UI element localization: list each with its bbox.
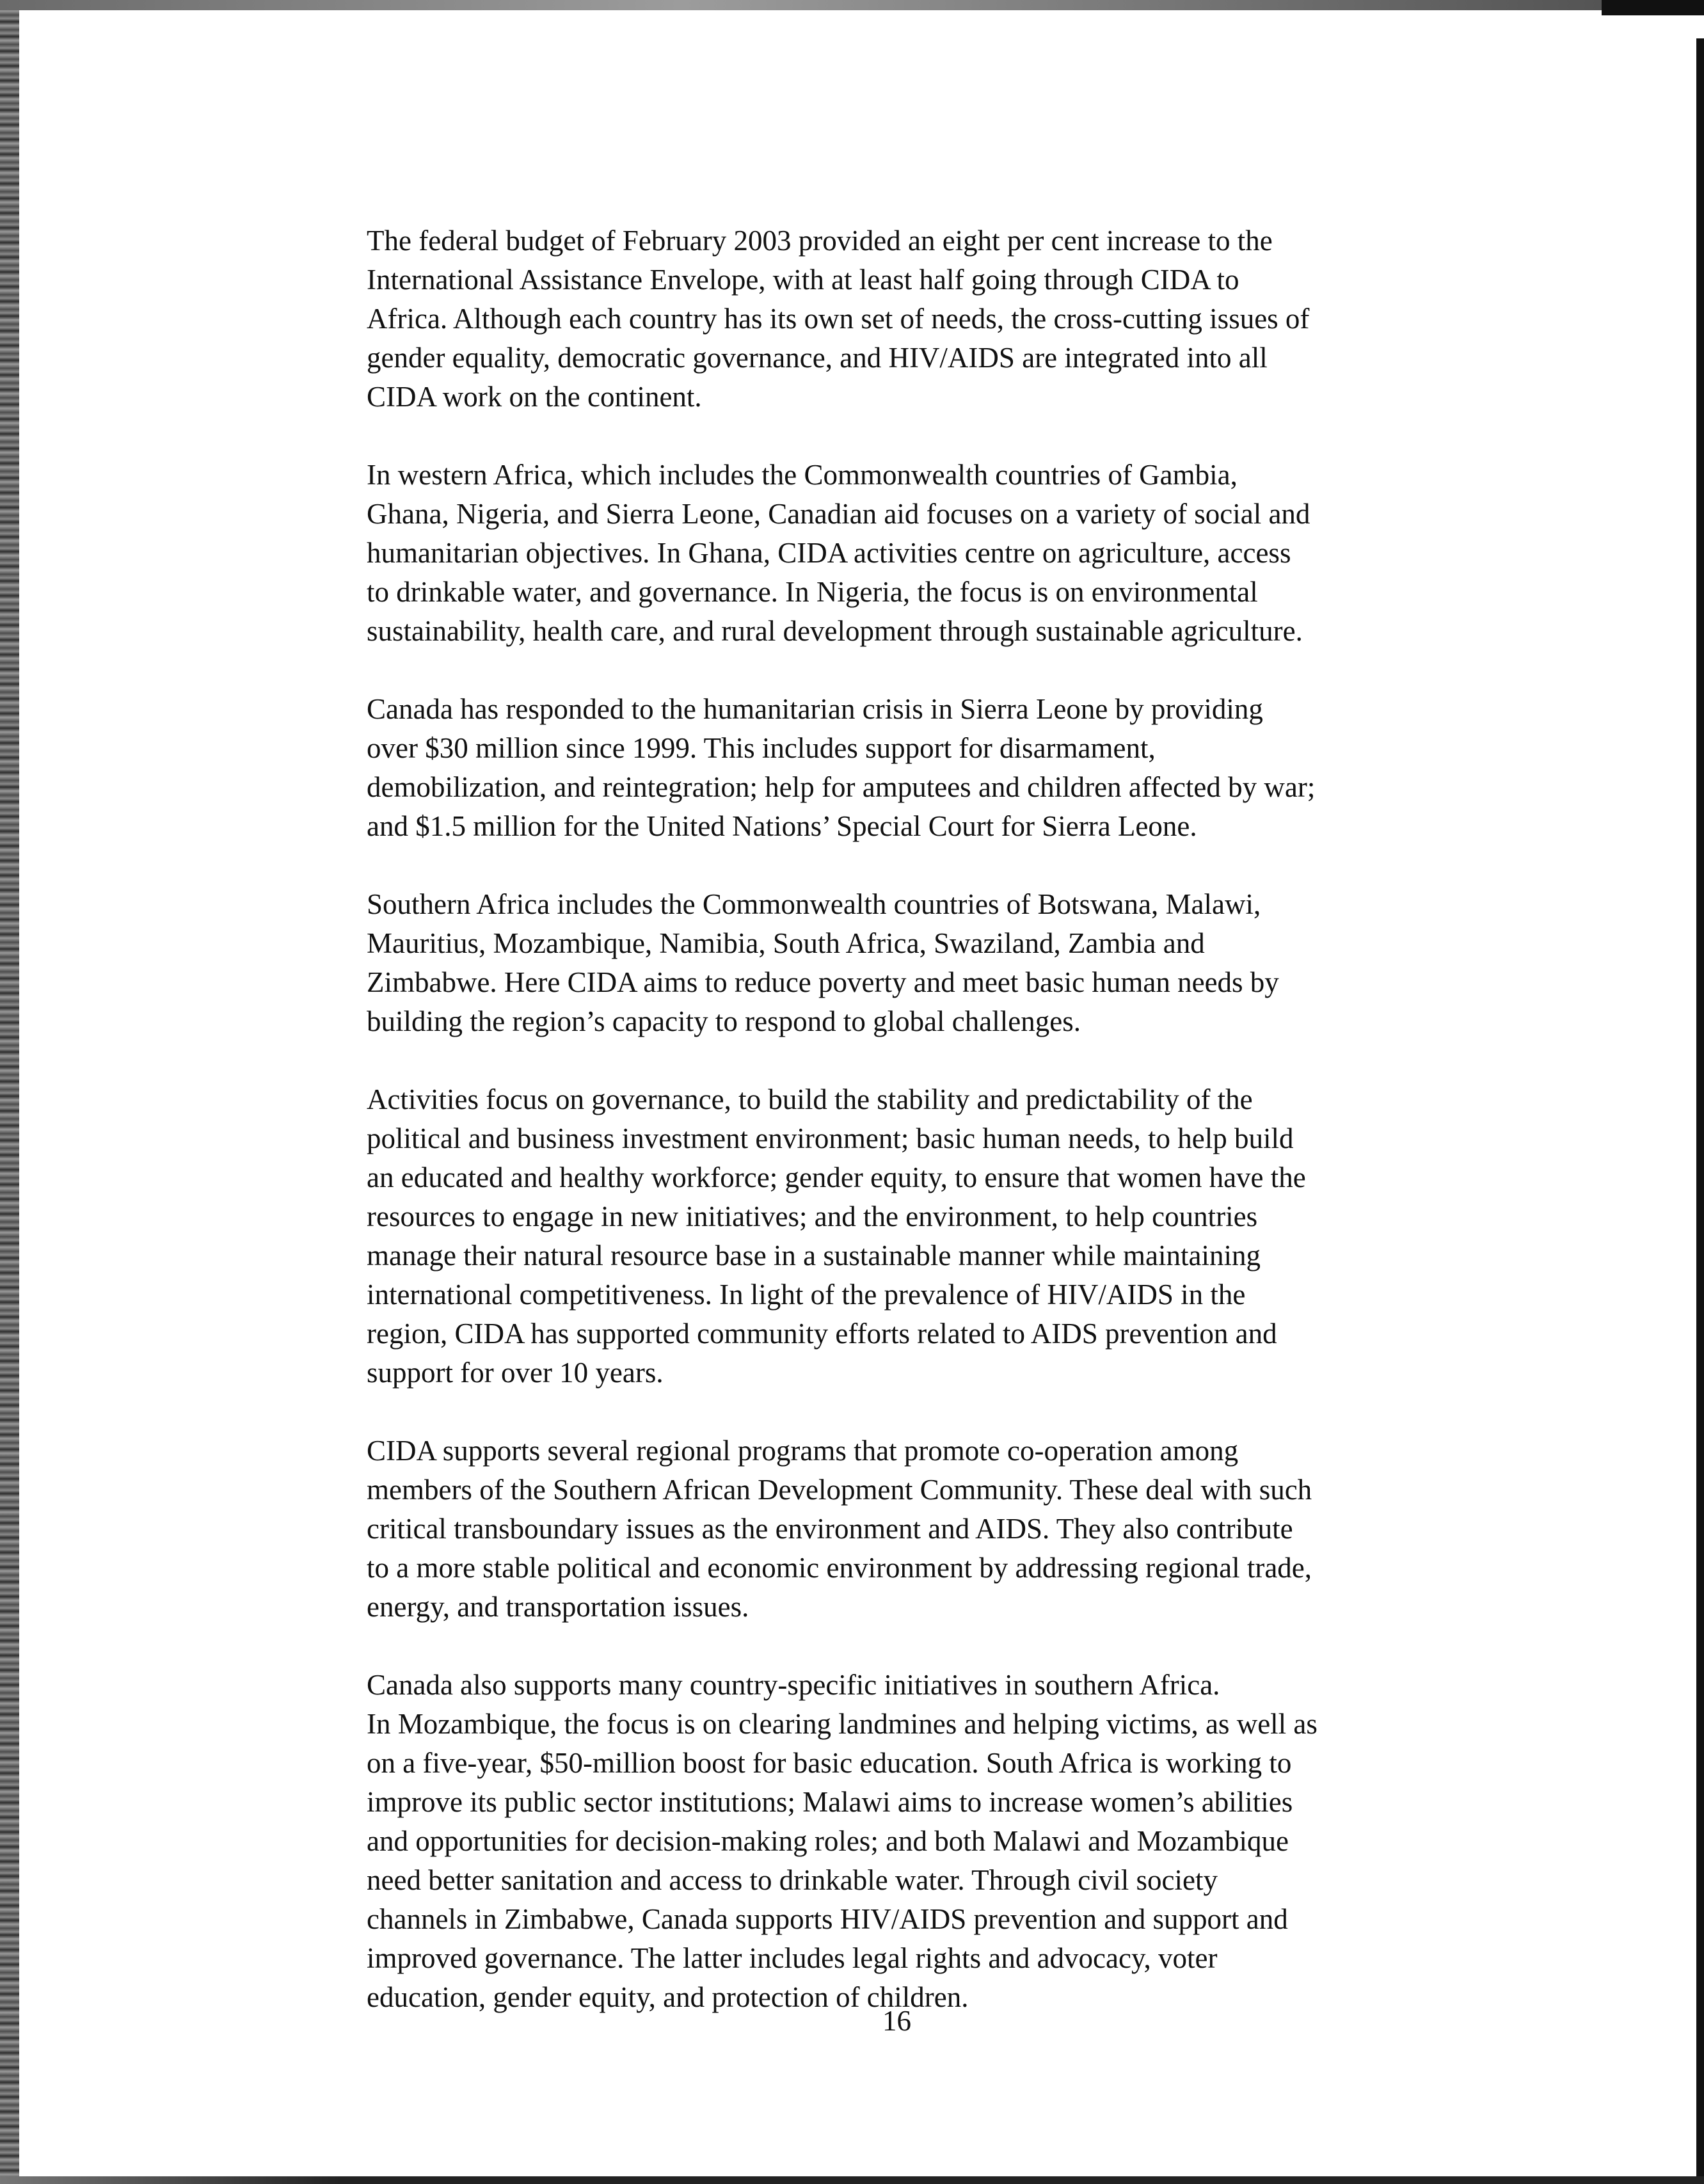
paragraph-southern-africa: Southern Africa includes the Commonwealth countries of Botswana, Malawi, Mauritius, Mozambique, Namibia, South Africa, Swaziland, Zambia and Zimbabwe. Here CIDA aims to reduce poverty and meet basic human needs by building the region’s capacity to respond to global challenges. xyxy=(367,888,1279,1037)
paragraph-activities: Activities focus on governance, to build the stability and predictability of the political and business investment environment; basic human needs, to help build an educated and healthy workforce; gender equity, to ensure that women have the resources to engage in new initiatives; and the environment, to help countries manage their natural resource base in a sustainable manner while maintaining international competitiveness. In light of the prevalence of HIV/AIDS in the region, CIDA has supported community efforts related to AIDS prevention and support for over 10 years. xyxy=(367,1083,1306,1389)
scan-border-right xyxy=(1696,38,1704,2182)
page-number: 16 xyxy=(882,2005,911,2037)
document-body xyxy=(367,221,1467,2056)
scan-border-top-right xyxy=(1602,0,1704,15)
scan-border-left xyxy=(0,0,19,2184)
paragraph-country-initiatives: Canada also supports many country-specific initiatives in southern Africa. In Mozambique, the focus is on clearing landmines and helping victims, as well as on a five-year, $50-million boost for basic education. South Africa is working to improve its public sector institutions; Malawi aims to increase women’s abilities and opportunities for decision-making roles; and both Malawi and Mozambique need better sanitation and access to drinkable water. Through civil society channels in Zimbabwe, Canada supports HIV/AIDS prevention and support and improved governance. The latter includes legal rights and advocacy, voter education, gender equity, and protection of children. xyxy=(367,1669,1318,2013)
paragraph-budget: The federal budget of February 2003 provided an eight per cent increase to the International Assistance Envelope, with at least half going through CIDA to Africa. Although each country has its own set of needs, the cross-cutting issues of gender equality, democratic governance, and HIV/AIDS are integrated into all CIDA work on the continent. xyxy=(367,225,1310,413)
scan-border-bottom xyxy=(0,2176,1704,2184)
scan-border-top xyxy=(0,0,1704,10)
paragraph-western-africa: In western Africa, which includes the Commonwealth countries of Gambia, Ghana, Nigeria, and Sierra Leone, Canadian aid focuses on a variety of social and humanitarian objectives. In Ghana, CIDA activities centre on agriculture, access to drinkable water, and governance. In Nigeria, the focus is on environmental sustainability, health care, and rural development through sustainable agriculture. xyxy=(367,459,1310,647)
paragraph-sierra-leone: Canada has responded to the humanitarian crisis in Sierra Leone by providing over $30 million since 1999. This includes support for disarmament, demobilization, and reintegration; help for amputees and children affected by war; and $1.5 million for the United Nations’ Special Court for Sierra Leone. xyxy=(367,693,1316,842)
paragraph-regional-programs: CIDA supports several regional programs that promote co-operation among members of the Southern African Development Community. These deal with such critical transboundary issues as the environment and AIDS. They also contribute to a more stable political and economic environment by addressing regional trade, energy, and transportation issues. xyxy=(367,1435,1312,1623)
